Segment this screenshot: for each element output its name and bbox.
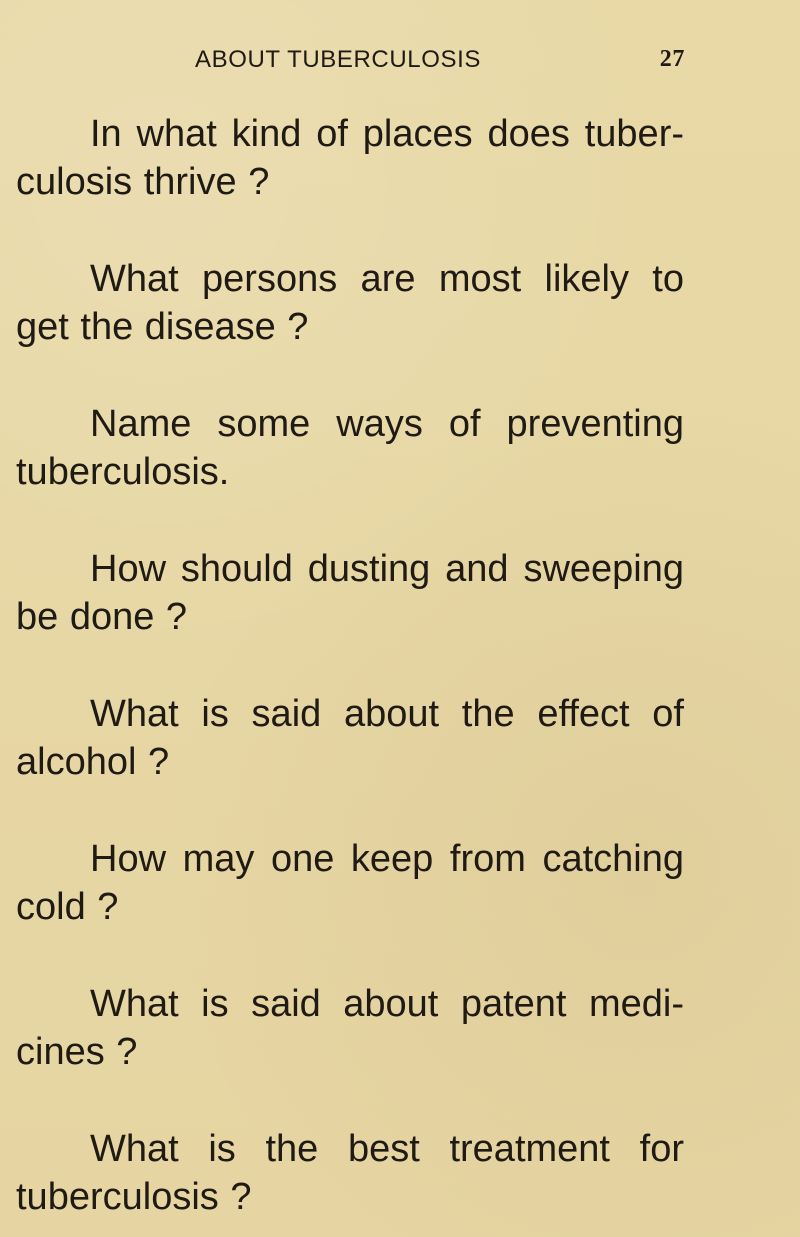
question-paragraph: What persons are most likely to get the disease ? <box>16 258 684 348</box>
page-header <box>195 46 685 74</box>
question-paragraph: In what kind of places does tuber-culosis thrive ? <box>16 113 684 203</box>
question-paragraph: What is the best treatment for tuberculosis ? <box>16 1128 684 1218</box>
question-paragraph: Name some ways of preventing tuberculosis. <box>16 403 684 493</box>
question-paragraph: What is said about patent medi-cines ? <box>16 983 684 1073</box>
question-paragraph: How may one keep from catching cold ? <box>16 838 684 928</box>
running-head: ABOUT TUBERCULOSIS <box>195 46 481 73</box>
question-list <box>16 110 684 1221</box>
page-number: 27 <box>659 46 685 72</box>
question-paragraph: What is said about the effect of alcohol ? <box>16 693 684 783</box>
question-paragraph: How should dusting and sweeping be done ? <box>16 548 684 638</box>
